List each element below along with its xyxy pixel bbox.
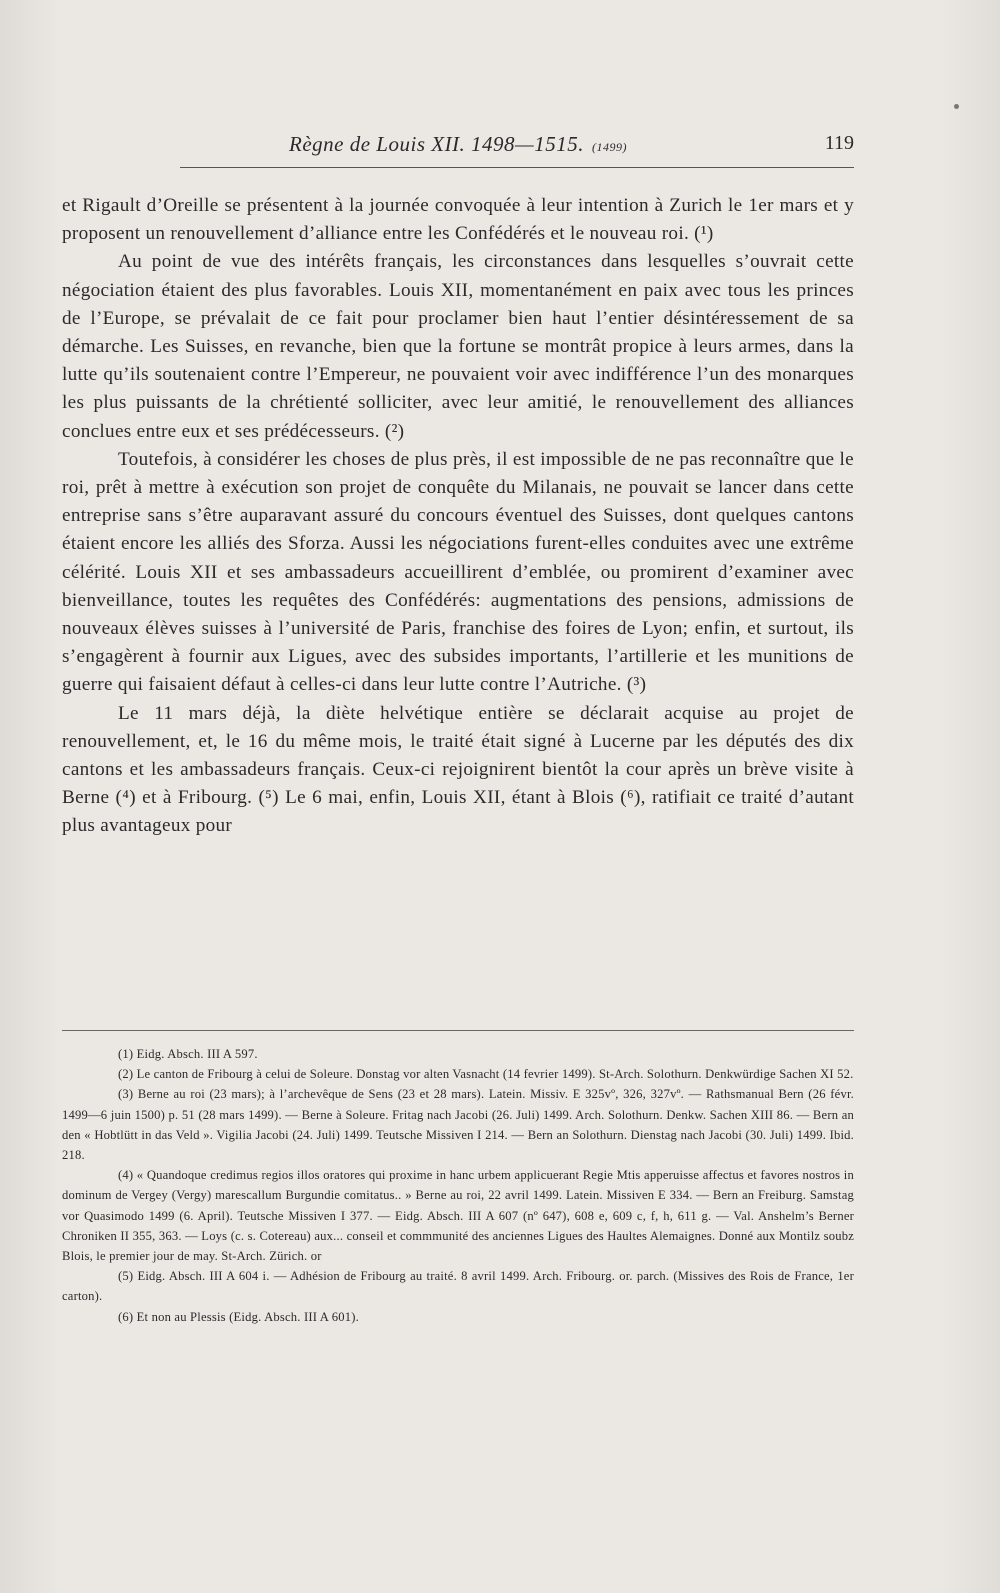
page-number: 119 <box>824 132 854 154</box>
paper-speck <box>954 104 959 109</box>
paragraph: Le 11 mars déjà, la diète helvétique entière se déclarait acquise au projet de renouvellement, et, le 16 du même mois, le traité était signé à Lucerne par les députés des dix cantons et les ambassadeurs français. Ceux-ci rejoignirent bientôt la cour après un brève visite à Berne (⁴) et à Fribourg. (⁵) Le 6 mai, enfin, Louis XII, étant à Blois (⁶), ratifiait ce traité d’autant plus avantageux pour <box>62 702 854 837</box>
header-title: Règne de Louis XII. 1498—1515. (1499) <box>289 132 627 156</box>
footnote: (5) Eidg. Absch. III A 604 i. — Adhésion de Fribourg au traité. 8 avril 1499. Arch. Fribourg. or. parch. (Missives des Rois de France, 1er carton). <box>62 1269 854 1304</box>
main-text <box>62 192 854 841</box>
paragraph: et Rigault d’Oreille se présentent à la journée convoquée à leur intention à Zurich le 1er mars et y proposent un renouvellement d’alliance entre les Confédérés et le nouveau roi. (¹) <box>62 195 854 245</box>
footnotes <box>62 1044 854 1327</box>
footnote: (3) Berne au roi (23 mars); à l’archevêque de Sens (23 et 28 mars). Latein. Missiv. E 325vº, 326, 327vº. — Rathsmanual Bern (26 févr. 1499—6 juin 1500) p. 51 (28 mars 1499). — Berne à Soleure. Fritag nach Jacobi (26. Juli) 1499. Arch. Solothurn. Denkw. Sachen XIII 86. — Bern an den « Hobtlütt in das Veld ». Vigilia Jacobi (24. Juli) 1499. Teutsche Missiven I 214. — Bern an Solothurn. Dienstag nach Jacobi (30. Juli) 1499. Ibid. 218. <box>62 1087 854 1163</box>
footnote-rule <box>62 1030 854 1031</box>
footnote: (2) Le canton de Fribourg à celui de Soleure. Donstag vor alten Vasnacht (14 fevrier 1499). St-Arch. Solothurn. Denkwürdige Sachen XI 52. <box>118 1067 854 1082</box>
footnote: (1) Eidg. Absch. III A 597. <box>118 1047 258 1061</box>
header-year-note: (1499) <box>591 140 627 154</box>
paragraph: Au point de vue des intérêts français, les circonstances dans lesquelles s’ouvrait cette négociation étaient des plus favorables. Louis XII, momentanément en paix avec tous les princes de l’Europe, se prévalait de ce fait pour proclamer bien haut l’entier désintéressement de sa démarche. Les Suisses, en revanche, bien que la fortune se montrât propice à leurs armes, dans la lutte qu’ils soutenaient contre l’Empereur, ne pouvaient voir avec indifférence l’un des monarques les plus puissants de la chrétienté solliciter, avec leur amitié, le renouvellement des alliances conclues entre eux et ses prédécesseurs. (²) <box>62 251 854 442</box>
running-header <box>62 132 854 168</box>
footnote: (6) Et non au Plessis (Eidg. Absch. III A 601). <box>118 1309 359 1324</box>
header-rule <box>180 167 854 168</box>
footnote: (4) « Quandoque credimus regios illos oratores qui proxime in hanc urbem applicuerant Regie Mtis apperuisse affectus et favores nostros in dominum de Vergey (Vergy) marescallum Burgundie comitatus.. » Berne au roi, 22 avril 1499. Latein. Missiven E 334. — Bern an Freiburg. Samstag vor Quasimodo 1499 (6. April). Teutsche Missiven I 377. — Eidg. Absch. III A 607 (nº 647), 608 e, 609 c, f, h, 611 g. — Val. Anshelm’s Berner Chroniken II 355, 363. — Loys (c. s. Cotereau) aux... conseil et commmunité des anciennes Ligues des Haultes Alemaignes. Donné aux Montilz soubz Blois, le premier jour de may. St-Arch. Zürich. or <box>62 1168 854 1264</box>
paragraph: Toutefois, à considérer les choses de plus près, il est impossible de ne pas reconnaître que le roi, prêt à mettre à exécution son projet de conquête du Milanais, ne pouvait se lancer dans cette entreprise sans s’être auparavant assuré du concours éventuel des Suisses, dont quelques cantons étaient encore les alliés des Sforza. Aussi les négociations furent-elles conduites avec une extrême célérité. Louis XII et ses ambassadeurs accueillirent d’emblée, ou promirent d’examiner avec bienveillance, toutes les requêtes des Confédérés: augmentations des pensions, admissions de nouveaux élèves suisses à l’université de Paris, franchise des foires de Lyon; enfin, et surtout, ils s’engagèrent à fournir aux Ligues, avec des subsides importants, l’artillerie et les munitions de guerre qui faisaient défaut à celles-ci dans leur lutte contre l’Autriche. (³) <box>62 448 854 696</box>
